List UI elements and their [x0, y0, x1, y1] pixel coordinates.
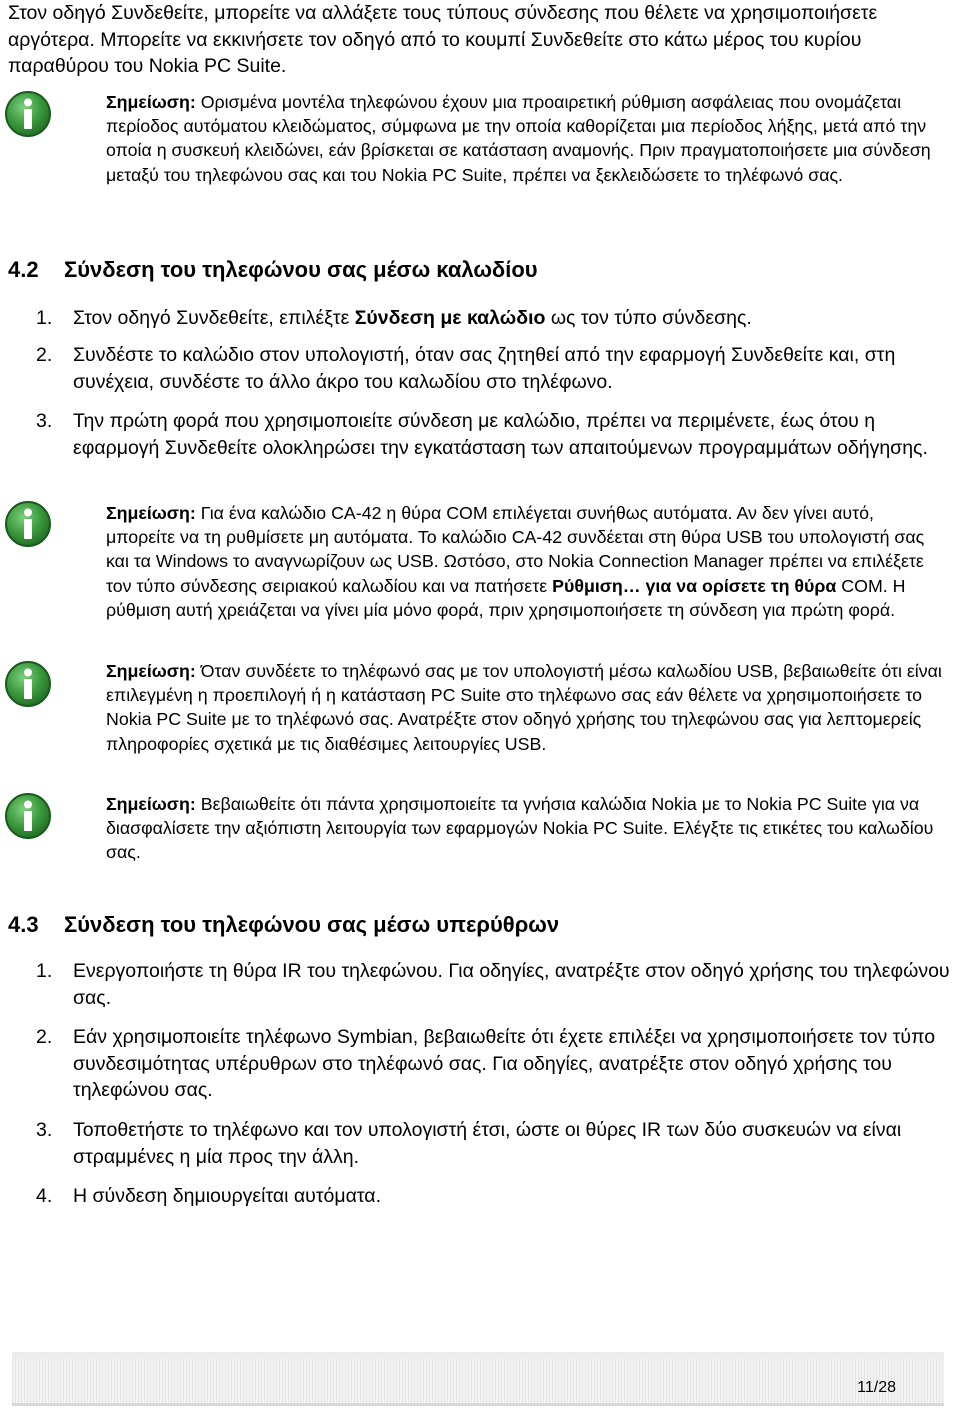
option-cable-connection: Σύνδεση με καλώδιο [354, 307, 546, 329]
note-text: Όταν συνδέετε το τηλέφωνό σας με τον υπολογιστή μέσω καλωδίου USB, βεβαιωθείτε ότι είναι επιλεγμένη η προεπιλογή ή η κατάσταση PC Suite στο τηλέφωνο σας εάν θέλετε να χρησιμοποιήσετε το Nokia PC Suite με το τηλέφωνό σας. Ανατρέξτε στον οδηγό χρήσης του τηλεφώνου σας για λεπτομερείς πληροφορίες σχετικά με τις διαθέσιμες λειτουργίες USB. [106, 661, 942, 754]
page-footer [12, 1352, 944, 1406]
note-text: Βεβαιωθείτε ότι πάντα χρησιμοποιείτε τα γνήσια καλώδια Nokia με το Nokia PC Suite για να διασφαλίσετε την αξιόπιστη λειτουργία των εφαρμογών Nokia PC Suite. Ελέγξτε τις ετικέτες του καλωδίου σας. [106, 794, 934, 863]
info-icon [4, 500, 52, 548]
info-icon [4, 90, 52, 138]
note-com-port [106, 501, 946, 622]
section-title: Σύνδεση του τηλεφώνου σας μέσω καλωδίου [64, 257, 538, 282]
list-text: Συνδέστε το καλώδιο στον υπολογιστή, όταν σας ζητηθεί από την εφαρμογή Συνδεθείτε και, στη συνέχεια, συνδέστε το άλλο άκρο του καλωδίου στο τηλέφωνο. [73, 344, 896, 393]
note-text: COM. Η ρύθμιση αυτή χρειάζεται να γίνει μία μόνο φορά, πριν χρησιμοποιήσετε τη σύνδεση για πρώτη φορά. [106, 575, 906, 620]
section-heading-infrared [8, 911, 559, 939]
section-heading-cable [8, 256, 538, 284]
note-text: Για ένα καλώδιο CA-42 η θύρα COM επιλέγεται συνήθως αυτόματα. Αν δεν γίνει αυτό, μπορείτε να τη ρυθμίσετε μη αυτόματα. Το καλώδιο CA-42 συνδέεται στη θύρα USB του υπολογιστή σας και τα Windows το αναγνωρίζουν ως USB. Ωστόσο, στο Nokia Connection Manager πρέπει να επιλέξετε τον τύπο σύνδεσης σειριακού καλωδίου και να πατήσετε [106, 503, 925, 596]
info-icon [4, 660, 52, 708]
footer-divider [12, 1403, 944, 1406]
note-usb-mode [106, 659, 946, 756]
list-text-part: Στον οδηγό Συνδεθείτε, επιλέξτε [73, 307, 355, 329]
settings-port-option: Ρύθμιση… για να ορίσετε τη θύρα [552, 575, 837, 596]
list-text: Τοποθετήστε το τηλέφωνο και τον υπολογιστή έτσι, ώστε οι θύρες IR των δύο συσκευών να είναι στραμμένες η μία προς την άλλη. [73, 1119, 902, 1168]
list-text-part: ως τον τύπο σύνδεσης. [545, 307, 752, 329]
note-label: Σημείωση: [106, 794, 196, 814]
list-number: 3. [36, 1119, 53, 1141]
list-number: 3. [36, 410, 53, 432]
note-label: Σημείωση: [106, 92, 196, 112]
list-text: Την πρώτη φορά που χρησιμοποιείτε σύνδεση με καλώδιο, πρέπει να περιμένετε, έως ότου η εφαρμογή Συνδεθείτε ολοκληρώσει την εγκατάσταση των απαιτούμενων προγραμμάτων οδήγησης. [73, 410, 928, 459]
page-number: 11/28 [857, 1379, 896, 1396]
list-text: Ενεργοποιήστε τη θύρα IR του τηλεφώνου. Για οδηγίες, ανατρέξτε στον οδηγό χρήσης του τηλεφώνου σας. [73, 960, 950, 1009]
list-number: 2. [36, 344, 53, 366]
list-text: Η σύνδεση δημιουργείται αυτόματα. [73, 1185, 382, 1207]
list-number: 2. [36, 1026, 53, 1048]
note-label: Σημείωση: [106, 503, 196, 523]
note-text: Ορισμένα μοντέλα τηλεφώνου έχουν μια προαιρετική ρύθμιση ασφάλειας που ονομάζεται περίοδος αυτόματου κλειδώματος, σύμφωνα με την οποία καθορίζεται μια περίοδος λήξης, μετά από την οποία η συσκευή κλειδώνει, εάν βρίσκεται σε κατάσταση αναμονής. Πριν πραγματοποιήσετε μια σύνδεση μεταξύ του τηλεφώνου σας και του Nokia PC Suite, πρέπει να ξεκλειδώσετε το τηλέφωνό σας. [106, 92, 931, 185]
list-text [73, 305, 958, 332]
note-auto-lock [106, 90, 946, 187]
list-number: 1. [36, 960, 53, 982]
intro-paragraph: Στον οδηγό Συνδεθείτε, μπορείτε να αλλάξετε τους τύπους σύνδεσης που θέλετε να χρησιμοποιήσετε αργότερα. Μπορείτε να εκκινήσετε τον οδηγό από το κουμπί Συνδεθείτε στο κάτω μέρος του κυρίου παραθύρου του Nokia PC Suite. [8, 2, 878, 77]
section-number: 4.2 [8, 257, 39, 282]
info-icon [4, 792, 52, 840]
note-genuine-cables [106, 792, 946, 865]
list-number: 1. [36, 307, 53, 329]
section-number: 4.3 [8, 912, 39, 937]
list-text: Εάν χρησιμοποιείτε τηλέφωνο Symbian, βεβαιωθείτε ότι έχετε επιλέξει να χρησιμοποιήσετε τον τύπο συνδεσιμότητας υπέρυθρων στο τηλέφωνό σας. Για οδηγίες, ανατρέξτε στον οδηγό χρήσης του τηλεφώνου σας. [73, 1026, 936, 1101]
list-number: 4. [36, 1185, 53, 1207]
footer-divider [12, 1352, 944, 1358]
note-label: Σημείωση: [106, 661, 196, 681]
section-title: Σύνδεση του τηλεφώνου σας μέσω υπερύθρων [64, 912, 560, 937]
